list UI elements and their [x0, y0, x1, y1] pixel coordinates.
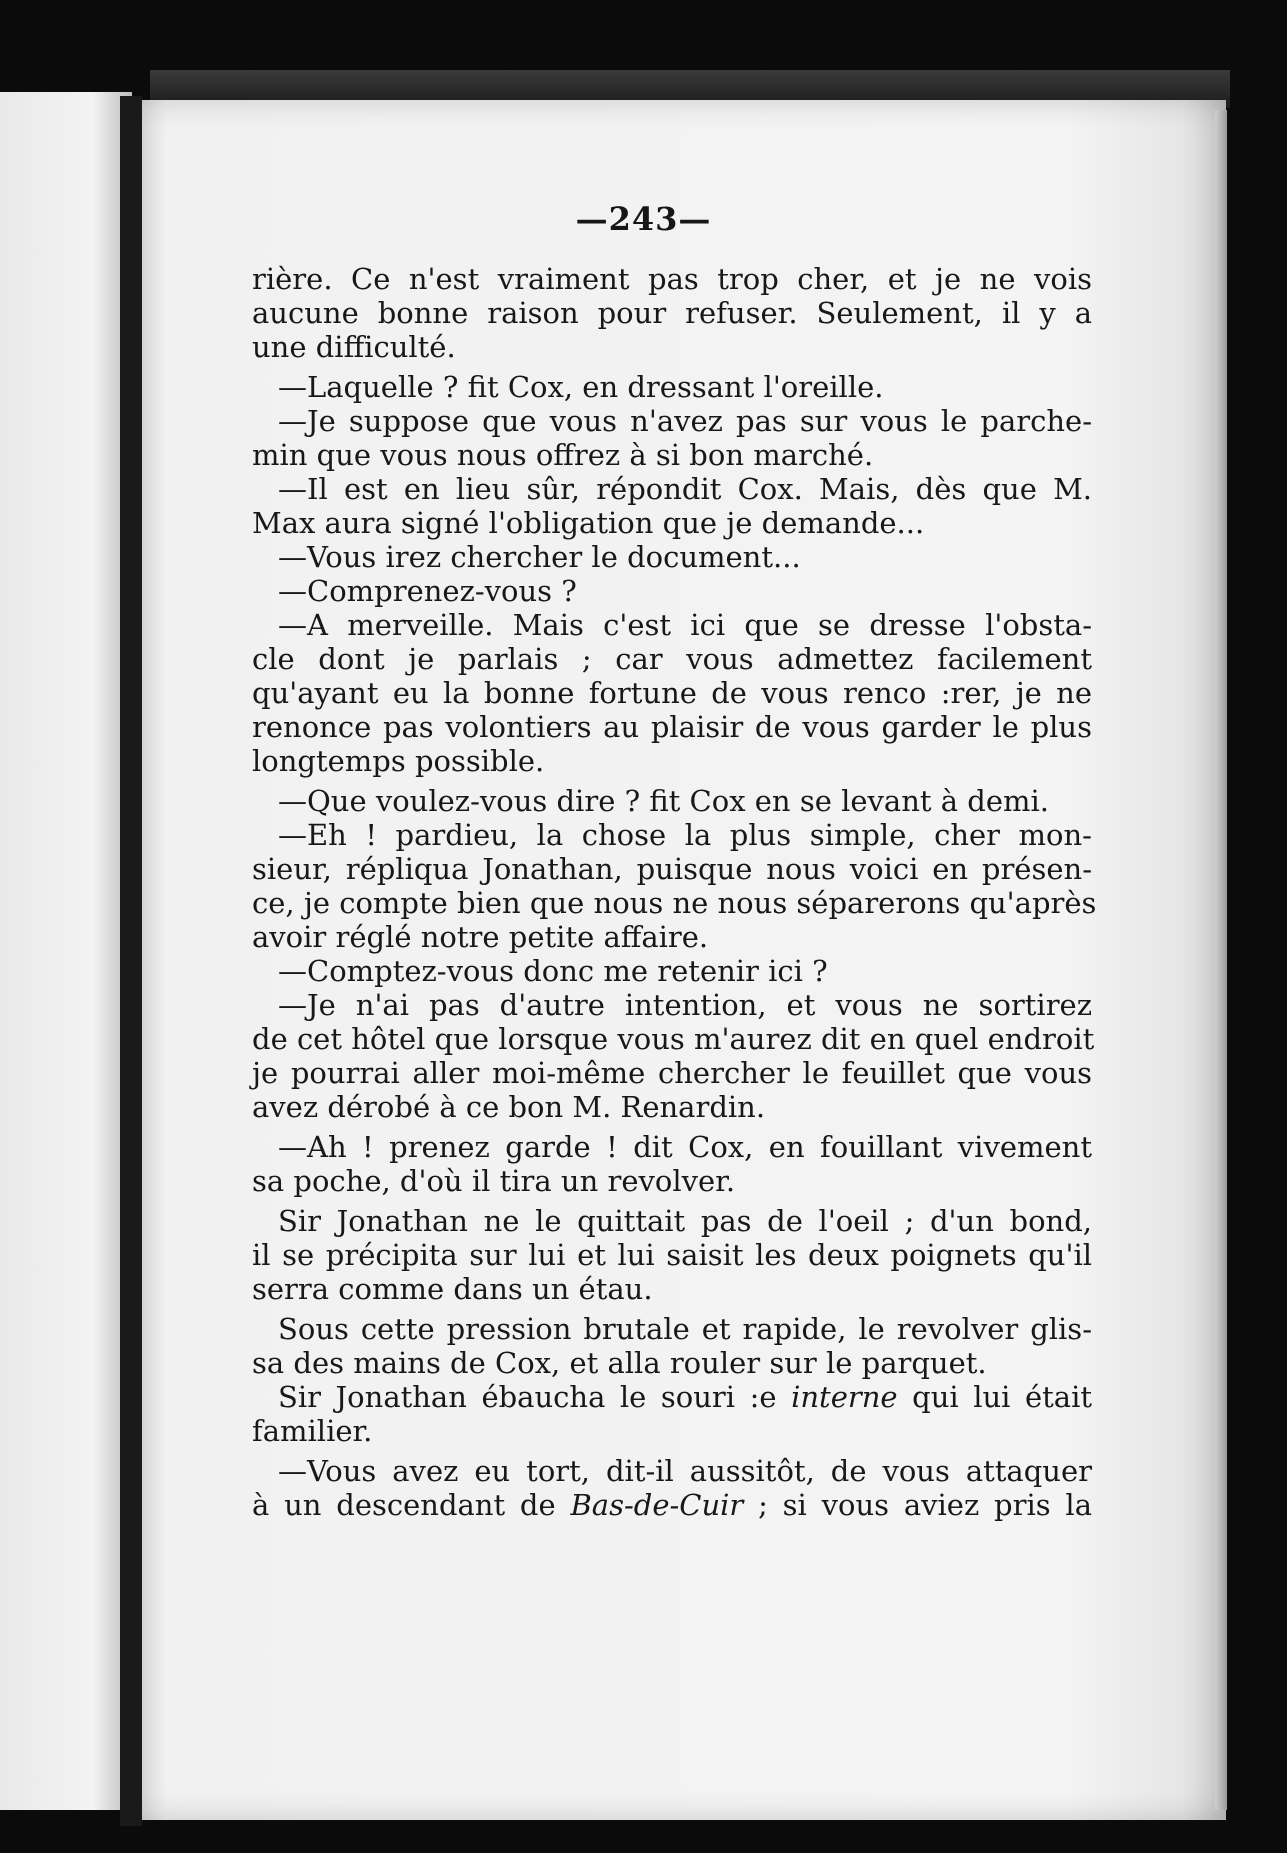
text-line: —Je suppose que vous n'avez pas sur vous le parche- [278, 404, 1092, 438]
text-line: il se précipita sur lui et lui saisit les deux poignets qu'il [252, 1238, 1092, 1272]
text-line: Sous cette pression brutale et rapide, le revolver glis- [278, 1312, 1092, 1346]
text-line: —Je n'ai pas d'autre intention, et vous ne sortirez [278, 988, 1092, 1022]
text-line: cle dont je parlais ; car vous admettez facilement [252, 642, 1092, 676]
page-fore-edge [1215, 110, 1227, 1810]
text-line: serra comme dans un étau. [252, 1272, 653, 1306]
text-line: renonce pas volontiers au plaisir de vous garder le plus [252, 710, 1092, 744]
paragraph [252, 954, 1092, 988]
text-line: —Laquelle ? fit Cox, en dressant l'oreille. [278, 370, 884, 404]
text-line: —Que voulez-vous dire ? fit Cox en se levant à demi. [278, 784, 1049, 818]
page-body-text [252, 262, 1097, 1522]
text-line: —Il est en lieu sûr, répondit Cox. Mais, dès que M. [278, 472, 1092, 506]
paragraph [252, 784, 1092, 818]
text-line: aucune bonne raison pour refuser. Seulement, il y a [252, 296, 1092, 330]
text-line [252, 1488, 1092, 1522]
text-line: —Vous avez eu tort, dit-il aussitôt, de vous attaquer [278, 1454, 1092, 1488]
text-line: ce, je compte bien que nous ne nous séparerons qu'après [252, 886, 1097, 920]
text-run: à un descendant de [252, 1488, 571, 1522]
text-line: —Comptez-vous donc me retenir ici ? [278, 954, 828, 988]
book-spine [120, 96, 142, 1826]
paragraph [252, 988, 1095, 1124]
text-line: sa poche, d'où il tira un revolver. [252, 1164, 736, 1198]
paragraph [252, 472, 1092, 540]
text-line: sa des mains de Cox, et alla rouler sur le parquet. [252, 1346, 987, 1380]
text-run: qui lui était [897, 1380, 1093, 1414]
text-line: —Vous irez chercher le document... [278, 540, 801, 574]
text-line [252, 1380, 1092, 1414]
paragraph [252, 1130, 1092, 1198]
paragraph [252, 370, 1092, 404]
text-line: avez dérobé à ce bon M. Renardin. [252, 1090, 766, 1124]
text-line: —Eh ! pardieu, la chose la plus simple, cher mon- [278, 818, 1092, 852]
text-line: Max aura signé l'obligation que je demande... [252, 506, 925, 540]
text-line: sieur, répliqua Jonathan, puisque nous voici en présen- [252, 852, 1092, 886]
paragraph [252, 1312, 1092, 1380]
text-line: —Ah ! prenez garde ! dit Cox, en fouillant vivement [278, 1130, 1092, 1164]
paragraph [252, 540, 1092, 574]
text-run: Sir Jonathan ébaucha le souri :e [278, 1380, 792, 1414]
text-line: min que vous nous offrez à si bon marché. [252, 438, 874, 472]
italic-text: Bas-de-Cuir [570, 1488, 744, 1522]
paragraph [252, 818, 1097, 954]
text-line: une difficulté. [252, 330, 456, 364]
paragraph [252, 608, 1092, 778]
text-line: je pourrai aller moi-même chercher le feuillet que vous [252, 1056, 1092, 1090]
text-line: avoir réglé notre petite affaire. [252, 920, 709, 954]
text-line: —A merveille. Mais c'est ici que se dresse l'obsta- [278, 608, 1092, 642]
facing-page-edge [0, 92, 132, 1810]
paragraph [252, 1454, 1092, 1522]
paragraph [252, 574, 1092, 608]
italic-text: interne [791, 1380, 898, 1414]
paragraph [252, 1380, 1092, 1448]
paragraph [252, 262, 1092, 364]
text-line: rière. Ce n'est vraiment pas trop cher, et je ne vois [252, 262, 1092, 296]
text-line: Sir Jonathan ne le quittait pas de l'oeil ; d'un bond, [278, 1204, 1092, 1238]
text-run: ; si vous aviez pris la [743, 1488, 1092, 1522]
text-line: qu'ayant eu la bonne fortune de vous renco :rer, je ne [252, 676, 1092, 710]
paragraph [252, 1204, 1092, 1306]
text-line: —Comprenez-vous ? [278, 574, 577, 608]
page-number: —243— [575, 200, 712, 238]
paragraph [252, 404, 1092, 472]
text-line: longtemps possible. [252, 744, 545, 778]
text-line: de cet hôtel que lorsque vous m'aurez dit en quel endroit [252, 1022, 1095, 1056]
text-line: familier. [252, 1414, 373, 1448]
